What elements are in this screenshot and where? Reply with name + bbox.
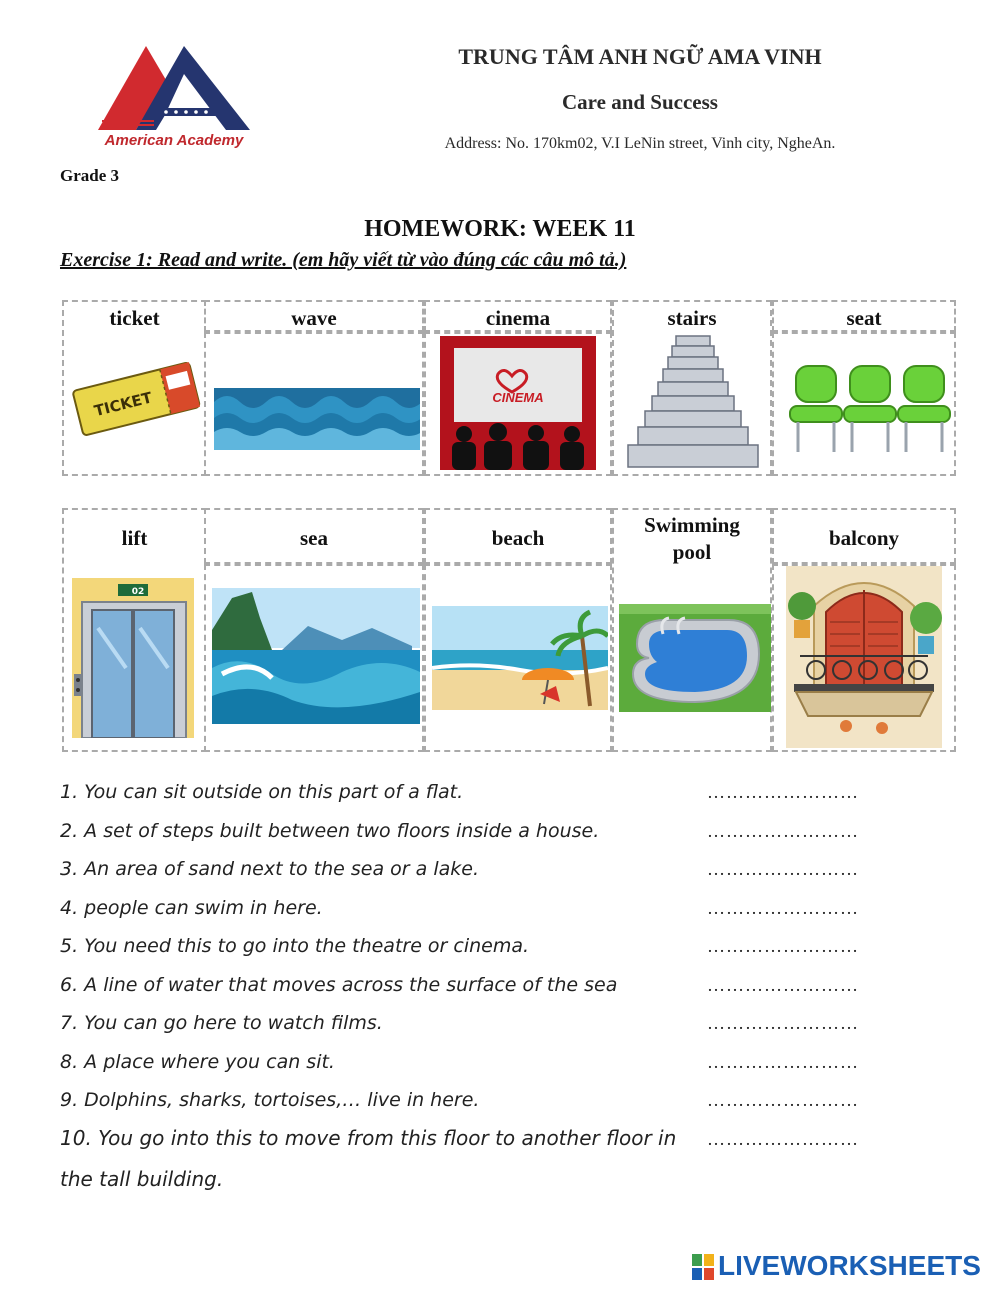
word-pool: pool — [672, 540, 712, 564]
grade-label: Grade 3 — [60, 166, 120, 185]
lift-picture — [72, 578, 194, 738]
word-lift: lift — [121, 526, 148, 550]
word-swimming: Swimming — [644, 513, 740, 537]
liveworksheets-wordmark: LIVEWORKSHEETS — [718, 1250, 981, 1281]
question-6: 6. A line of water that moves across the surface of the sea — [60, 974, 618, 996]
word-beach: beach — [491, 526, 545, 550]
logo-wordmark: American Academy — [104, 132, 244, 149]
slogan: Care and Success — [562, 90, 718, 114]
question-1: 1. You can sit outside on this part of a flat. — [60, 781, 464, 803]
question-3: 3. An area of sand next to the sea or a lake. — [60, 858, 479, 880]
answer-blank-5[interactable]: …………………… — [707, 936, 859, 956]
liveworksheets-logo-icon — [692, 1254, 716, 1282]
ticket-picture — [70, 352, 202, 444]
word-balcony: balcony — [828, 526, 899, 550]
question-8: 8. A place where you can sit. — [60, 1051, 335, 1073]
cinema-word: CINEMA — [492, 390, 544, 405]
wave-picture — [214, 388, 420, 450]
ticket-word: TICKET — [92, 388, 154, 421]
word-stairs: stairs — [667, 306, 717, 330]
beach-picture — [432, 606, 608, 710]
cinema-picture — [440, 336, 596, 470]
seat-picture — [786, 362, 952, 454]
answer-blank-2[interactable]: …………………… — [707, 821, 859, 841]
center-name: TRUNG TÂM ANH NGỮ AMA VINH — [458, 44, 822, 69]
stairs-picture — [618, 334, 768, 470]
answer-blank-7[interactable]: …………………… — [707, 1013, 859, 1033]
balcony-picture — [786, 566, 942, 748]
word-wave: wave — [291, 306, 337, 330]
answer-blank-8[interactable]: …………………… — [707, 1052, 859, 1072]
page-title: HOMEWORK: WEEK 11 — [364, 216, 636, 242]
sea-picture — [212, 588, 420, 724]
word-cinema: cinema — [485, 306, 551, 330]
address: Address: No. 170km02, V.I LeNin street, Vinh city, NgheAn. — [444, 135, 836, 152]
question-7: 7. You can go here to watch films. — [60, 1012, 383, 1034]
word-ticket: ticket — [109, 306, 160, 330]
answer-blank-10[interactable]: …………………… — [707, 1129, 859, 1149]
answer-blank-6[interactable]: …………………… — [707, 975, 859, 995]
answer-blank-9[interactable]: …………………… — [707, 1090, 859, 1110]
word-seat: seat — [846, 306, 882, 330]
question-4: 4. people can swim in here. — [60, 897, 323, 919]
question-9: 9. Dolphins, sharks, tortoises,… live in here. — [60, 1089, 480, 1111]
question-10: 10. You go into this to move from this floor to another floor in the tall building. — [60, 1126, 677, 1191]
answer-blank-1[interactable]: …………………… — [707, 782, 859, 802]
word-sea: sea — [300, 526, 328, 550]
lift-floor-number: 02 — [131, 587, 145, 597]
question-2: 2. A set of steps built between two floors inside a house. — [60, 820, 600, 842]
answer-blank-4[interactable]: …………………… — [707, 898, 859, 918]
exercise-instruction: Exercise 1: Read and write. (em hãy viết từ vào đúng các câu mô tả.) — [60, 249, 627, 271]
answer-blank-3[interactable]: …………………… — [707, 859, 859, 879]
question-5: 5. You need this to go into the theatre or cinema. — [60, 935, 530, 957]
swimming-pool-picture — [619, 604, 771, 712]
